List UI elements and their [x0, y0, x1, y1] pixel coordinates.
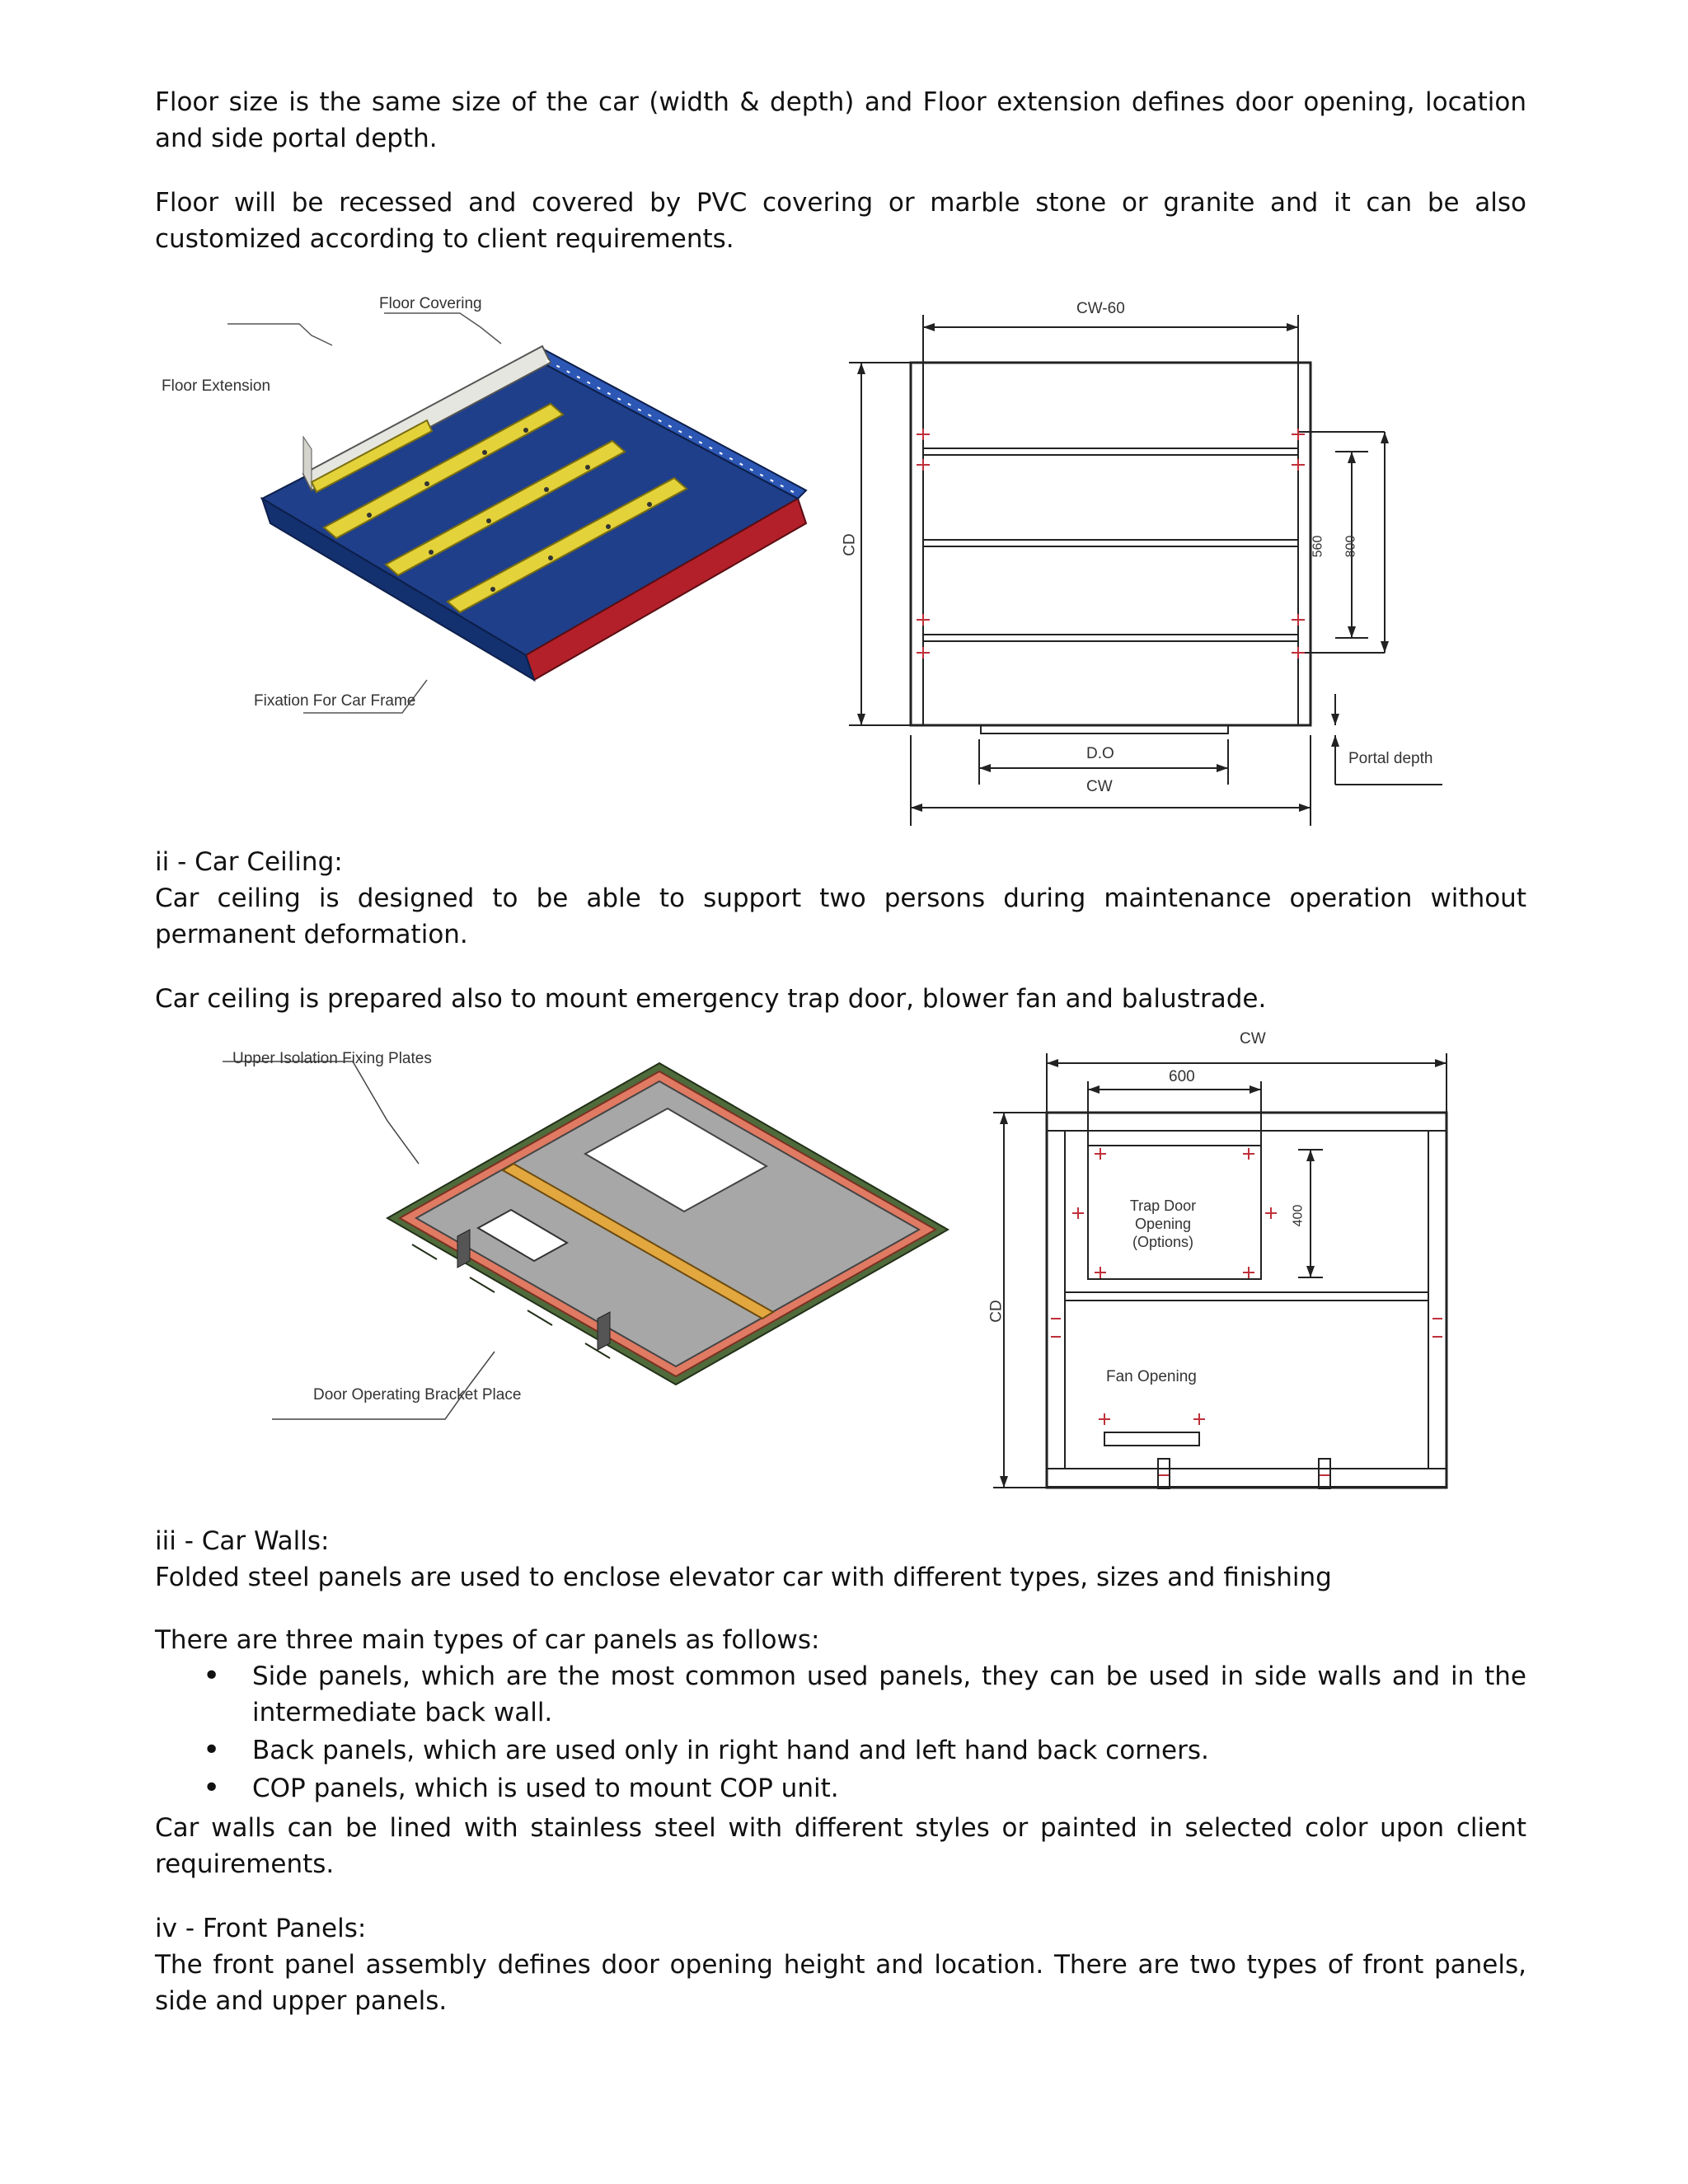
paragraph-ceiling-prepared: Car ceiling is prepared also to mount emergency trap door, blower fan and balustrade. [155, 984, 1267, 1014]
trap-door-line-1: Trap Door Opening [1129, 1197, 1197, 1232]
dim-cw-floor: CW [1086, 778, 1113, 795]
heading-front-panels: iv - Front Panels: [155, 1914, 367, 1943]
label-floor-extension: Floor Extension [162, 377, 271, 395]
list-item: • Side panels, which are the most common used panels, they can be used in side walls and in the intermediate back wall. [155, 1658, 1526, 1731]
ceiling-dimension-drawing [981, 1030, 1467, 1508]
list-item: • Back panels, which are used only in right hand and left hand back corners. [155, 1732, 1526, 1769]
label-door-operating-bracket: Door Operating Bracket Place [313, 1386, 522, 1404]
paragraph-floor-size: Floor size is the same size of the car (width & depth) and Floor extension defines door opening, location and side portal depth. [155, 87, 1526, 153]
dim-560: 560 [1311, 535, 1325, 558]
dim-cd-floor: CD [841, 533, 859, 556]
paragraph-walls-intro: Folded steel panels are used to enclose elevator car with different types, sizes and finishing [155, 1563, 1332, 1592]
label-upper-isolation-plates: Upper Isolation Fixing Plates [232, 1050, 432, 1067]
label-fan-opening: Fan Opening [1106, 1368, 1197, 1385]
dim-600: 600 [1169, 1068, 1195, 1085]
heading-car-ceiling: ii - Car Ceiling: [155, 847, 343, 877]
label-trap-door-opening [1101, 1197, 1225, 1251]
paragraph-walls-lining: Car walls can be lined with stainless steel with different styles or painted in selected color upon client requirements. [155, 1813, 1526, 1879]
dim-400: 400 [1291, 1204, 1306, 1227]
label-floor-covering: Floor Covering [379, 295, 482, 312]
list-item: • COP panels, which is used to mount COP unit. [155, 1770, 1526, 1807]
trap-door-line-2: (Options) [1132, 1234, 1194, 1250]
floor-isometric-figure [155, 284, 814, 729]
paragraph-floor-recess: Floor will be recessed and covered by PVC covering or marble stone or granite and it can be also customized according to client requirements. [155, 188, 1526, 254]
paragraph-panels-intro: There are three main types of car panels as follows: [155, 1625, 820, 1655]
panel-types-list [155, 1658, 1526, 1808]
paragraph-front-panels: The front panel assembly defines door opening height and location. There are two types of front panels, side and upper panels. [155, 1950, 1526, 2016]
heading-car-walls: iii - Car Walls: [155, 1526, 330, 1556]
dim-cd-ceiling: CD [987, 1300, 1006, 1323]
dim-cw-ceiling: CW [1240, 1030, 1266, 1047]
dim-800: 800 [1343, 535, 1358, 558]
paragraph-ceiling-support: Car ceiling is designed to be able to support two persons during maintenance operation without permanent deformation. [155, 883, 1526, 949]
ceiling-isometric-figure [223, 1038, 964, 1434]
dim-door-opening: D.O [1086, 745, 1114, 762]
dim-cw-60: CW-60 [1076, 300, 1125, 317]
label-fixation-car-frame: Fixation For Car Frame [254, 692, 416, 710]
label-portal-depth: Portal depth [1348, 750, 1433, 767]
